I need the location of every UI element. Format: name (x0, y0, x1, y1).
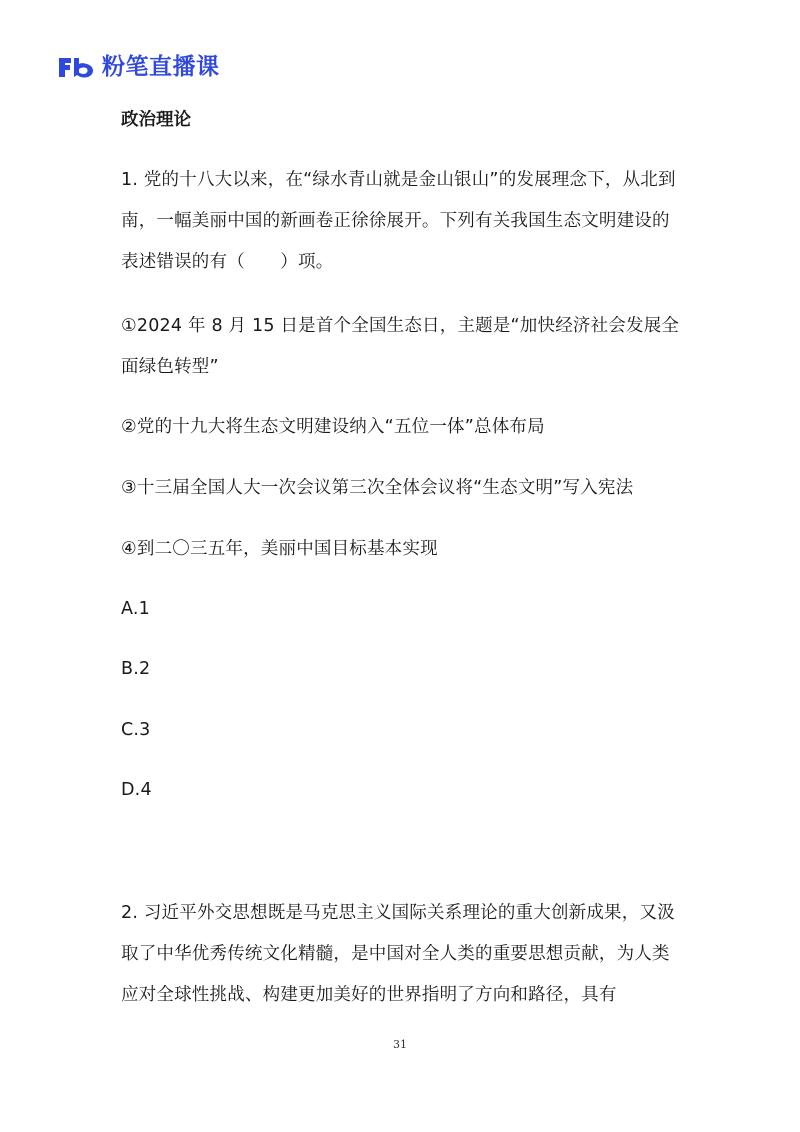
brand-name: 粉笔直播课 (102, 54, 220, 80)
fb-logo-icon (56, 54, 98, 80)
question-1-statement-1: ①2024 年 8 月 15 日是首个全国生态日，主题是“加快经济社会发展全面绿色转型” (121, 316, 680, 377)
question-1-option-b: B.2 (121, 659, 151, 679)
question-1-statement-2: ②党的十九大将生态文明建设纳入“五位一体”总体布局 (121, 417, 545, 437)
question-1-option-d: D.4 (121, 780, 152, 800)
question-2-stem: 2. 习近平外交思想既是马克思主义国际关系理论的重大创新成果，又汲取了中华优秀传统文化精髓，是中国对全人类的重要思想贡献，为人类应对全球性挑战、构建更加美好的世界指明了方向和路径，具有 (121, 903, 675, 1005)
page-number: 31 (393, 1038, 407, 1051)
question-1-option-a: A.1 (121, 599, 150, 619)
brand-logo (56, 52, 220, 82)
question-1-statement-3: ③十三届全国人大一次会议第三次全体会议将“生态文明”写入宪法 (121, 478, 634, 498)
question-1-statement-4: ④到二〇三五年，美丽中国目标基本实现 (121, 539, 438, 559)
question-1-stem: 1. 党的十八大以来，在“绿水青山就是金山银山”的发展理念下，从北到南，一幅美丽中国的新画卷正徐徐展开。下列有关我国生态文明建设的表述错误的有（ ）项。 (121, 170, 676, 272)
question-1-option-c: C.3 (121, 720, 151, 740)
section-title: 政治理论 (121, 110, 191, 130)
